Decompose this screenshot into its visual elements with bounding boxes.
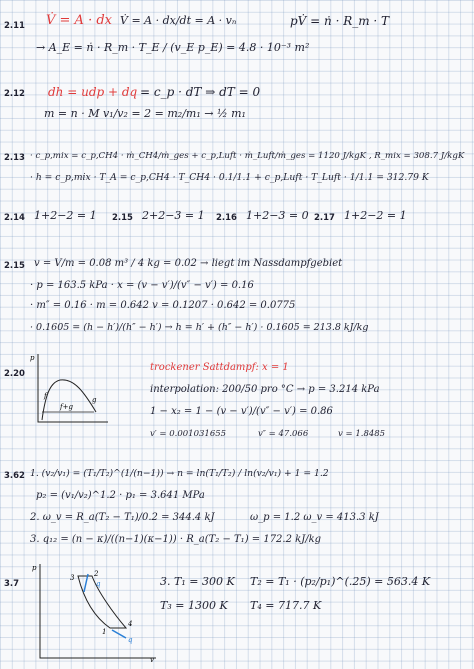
- equation-2-12-line1b: = c_p · dT ⇒ dT = 0: [140, 85, 261, 99]
- section-number-2-15: 2.15: [4, 261, 25, 271]
- equation-2-15-line4: · 0.1605 = (h − h′)/(h″ − h′) → h = h′ + (h″ − h′) · 0.1605 = 213.8 kJ/kg: [30, 322, 369, 333]
- section-number-2-16: 2.16: [216, 213, 237, 223]
- diagram-3-7-label-q-top: q: [96, 580, 101, 588]
- diagram-3-7-label-1: 1: [102, 628, 107, 636]
- equation-2-20-line4c: v = 1.8485: [338, 429, 386, 439]
- equation-2-20-line4a: v′ = 0.001031655: [150, 429, 227, 439]
- section-number-2-12: 2.12: [4, 89, 25, 99]
- equation-2-15-line2: · p = 163.5 kPa · x = (v − v′)/(v″ − v′) = 0.16: [30, 280, 254, 291]
- equation-2-12-line1a: dh = udp + dq: [48, 85, 138, 99]
- equation-2-20-line4b: v″ = 47.066: [258, 429, 309, 439]
- diagram-3-7: [32, 562, 158, 662]
- diagram-3-7-y-label: p: [32, 564, 37, 572]
- equation-3-62-line3b: ω_p = 1.2 ω_v = 413.3 kJ: [250, 512, 379, 523]
- diagram-3-7-label-2: 2: [94, 570, 99, 578]
- section-number-2-14: 2.14: [4, 213, 25, 223]
- section-number-2-13: 2.13: [4, 153, 25, 163]
- equation-2-12-line2: m = n · M v₁/v₂ = 2 = m₂/m₁ → ½ m₁: [44, 107, 246, 120]
- section-number-2-15a: 2.15: [112, 213, 133, 223]
- equation-3-62-line2: p₂ = (v₁/v₂)^1.2 · p₁ = 3.641 MPa: [36, 490, 205, 501]
- diagram-3-7-label-4: 4: [128, 620, 133, 628]
- equation-2-11-line2: → A_E = ṅ · R_m · T_E / (v_E p_E) = 4.8 · 10⁻³ m²: [36, 41, 310, 54]
- equation-3-7-line2b: T₄ = 717.7 K: [250, 599, 322, 612]
- equation-2-17: 1+2−2 = 1: [344, 209, 407, 222]
- section-number-2-11: 2.11: [4, 21, 25, 31]
- diagram-3-7-label-q-bottom: q: [128, 636, 133, 644]
- diagram-3-7-x-label: v: [150, 656, 154, 664]
- diagram-3-7-label-3: 3: [70, 574, 75, 582]
- equation-2-15a: 2+2−3 = 1: [142, 209, 205, 222]
- equation-2-14: 1+2−2 = 1: [34, 209, 97, 222]
- equation-2-11-line1c: pV̇ = ṅ · R_m · T: [290, 14, 390, 28]
- section-number-2-17: 2.17: [314, 213, 335, 223]
- equation-2-11-line1b: V̇ = A · dx/dt = A · vₙ: [120, 14, 237, 27]
- equation-2-20-line2: interpolation: 200/50 pro °C → p = 3.214 kPa: [150, 384, 380, 395]
- equation-3-7-line2a: T₃ = 1300 K: [160, 599, 228, 612]
- equation-2-15-line1: v = V/m = 0.08 m³ / 4 kg = 0.02 → liegt im Nassdampfgebiet: [34, 258, 343, 269]
- equation-3-7-line1a: 3. T₁ = 300 K: [160, 575, 235, 588]
- diagram-2-20-label-f: f: [44, 392, 47, 400]
- section-number-3-62: 3.62: [4, 471, 25, 481]
- equation-3-62-line1: 1. (v₂/v₁) = (T₁/T₂)^(1/(n−1)) → n = ln(T₁/T₂) / ln(v₂/v₁) + 1 = 1.2: [30, 468, 329, 479]
- equation-2-20-line3: 1 − x₂ = 1 − (v − v′)/(v″ − v′) = 0.86: [150, 406, 333, 417]
- equation-2-15-line3: · m″ = 0.16 · m = 0.642 v = 0.1207 · 0.642 = 0.0775: [30, 300, 296, 311]
- section-number-3-7: 3.7: [4, 579, 20, 589]
- equation-2-13-line2: · h = c_p,mix · T_A = c_p,CH4 · T_CH4 · 0.1/1.1 + c_p,Luft · T_Luft · 1/1.1 = 312.79 K: [30, 172, 429, 183]
- equation-2-20-line1: trockener Sattdampf: x = 1: [150, 362, 289, 373]
- equation-3-7-line1b: T₂ = T₁ · (p₂/p₁)^(.25) = 563.4 K: [250, 575, 431, 588]
- equation-3-62-line3a: 2. ω_v = R_a(T₂ − T₁)/0.2 = 344.4 kJ: [30, 512, 215, 523]
- diagram-2-20: [30, 352, 110, 424]
- equation-2-16: 1+2−3 = 0: [246, 209, 309, 222]
- equation-2-11-line1a: V̇ = A · dx: [46, 13, 112, 28]
- diagram-2-20-label-g: g: [92, 396, 97, 404]
- section-number-2-20: 2.20: [4, 369, 25, 379]
- equation-3-62-line4: 3. q₁₂ = (n − κ)/((n−1)(κ−1)) · R_a(T₂ − T₁) = 172.2 kJ/kg: [30, 534, 322, 545]
- diagram-2-20-y-label: p: [30, 354, 35, 362]
- diagram-2-20-label-fg: f+g: [60, 403, 73, 411]
- equation-2-13-line1: · c_p,mix = c_p,CH4 · ṁ_CH4/ṁ_ges + c_p,Luft · ṁ_Luft/ṁ_ges = 1120 J/kgK , R_mix = 308.7 J/kgK: [30, 151, 465, 161]
